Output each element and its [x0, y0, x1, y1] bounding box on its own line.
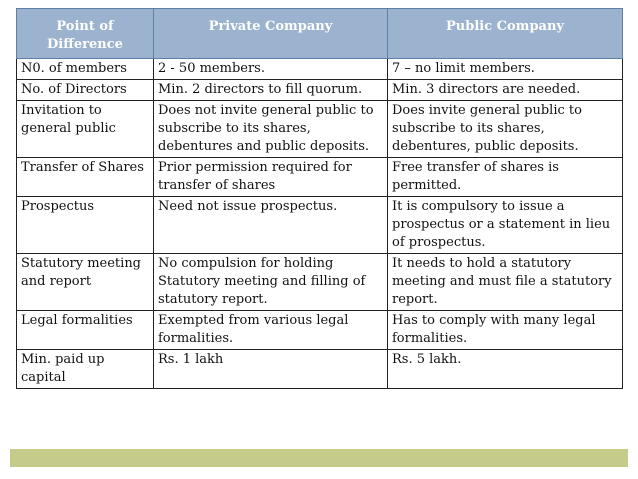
table-row-members [17, 59, 623, 80]
row-label: N0. of members [17, 59, 154, 80]
private-cell: Prior permission required for transfer of shares [154, 158, 388, 197]
row-label: Prospectus [17, 197, 154, 254]
row-label: Invitation to general public [17, 101, 154, 158]
private-cell: Does not invite general public to subscribe to its shares, debentures and public deposits. [154, 101, 388, 158]
bottom-accent-bar [10, 449, 628, 467]
table-row-statutory [17, 254, 623, 311]
public-cell: Free transfer of shares is permitted. [388, 158, 623, 197]
table-row-invitation [17, 101, 623, 158]
private-cell: Rs. 1 lakh [154, 350, 388, 389]
row-label: Statutory meeting and report [17, 254, 154, 311]
header-private-company: Private Company [154, 9, 388, 59]
row-label: Legal formalities [17, 311, 154, 350]
public-cell: Has to comply with many legal formalities. [388, 311, 623, 350]
public-cell: It is compulsory to issue a prospectus or a statement in lieu of prospectus. [388, 197, 623, 254]
public-cell: 7 – no limit members. [388, 59, 623, 80]
table-row-legal [17, 311, 623, 350]
public-cell: It needs to hold a statutory meeting and must file a statutory report. [388, 254, 623, 311]
header-row [17, 9, 623, 59]
row-label: Transfer of Shares [17, 158, 154, 197]
private-cell: No compulsion for holding Statutory meeting and filling of statutory report. [154, 254, 388, 311]
public-cell: Does invite general public to subscribe to its shares, debentures, public deposits. [388, 101, 623, 158]
public-cell: Rs. 5 lakh. [388, 350, 623, 389]
table-row-transfer [17, 158, 623, 197]
private-cell: 2 - 50 members. [154, 59, 388, 80]
private-cell: Exempted from various legal formalities. [154, 311, 388, 350]
table-row-prospectus [17, 197, 623, 254]
private-cell: Need not issue prospectus. [154, 197, 388, 254]
header-point-of-difference: Point of Difference [17, 9, 154, 59]
public-cell: Min. 3 directors are needed. [388, 80, 623, 101]
private-cell: Min. 2 directors to fill quorum. [154, 80, 388, 101]
row-label: No. of Directors [17, 80, 154, 101]
row-label: Min. paid up capital [17, 350, 154, 389]
comparison-table [16, 8, 623, 389]
table-row-directors [17, 80, 623, 101]
header-public-company: Public Company [388, 9, 623, 59]
table-row-capital [17, 350, 623, 389]
